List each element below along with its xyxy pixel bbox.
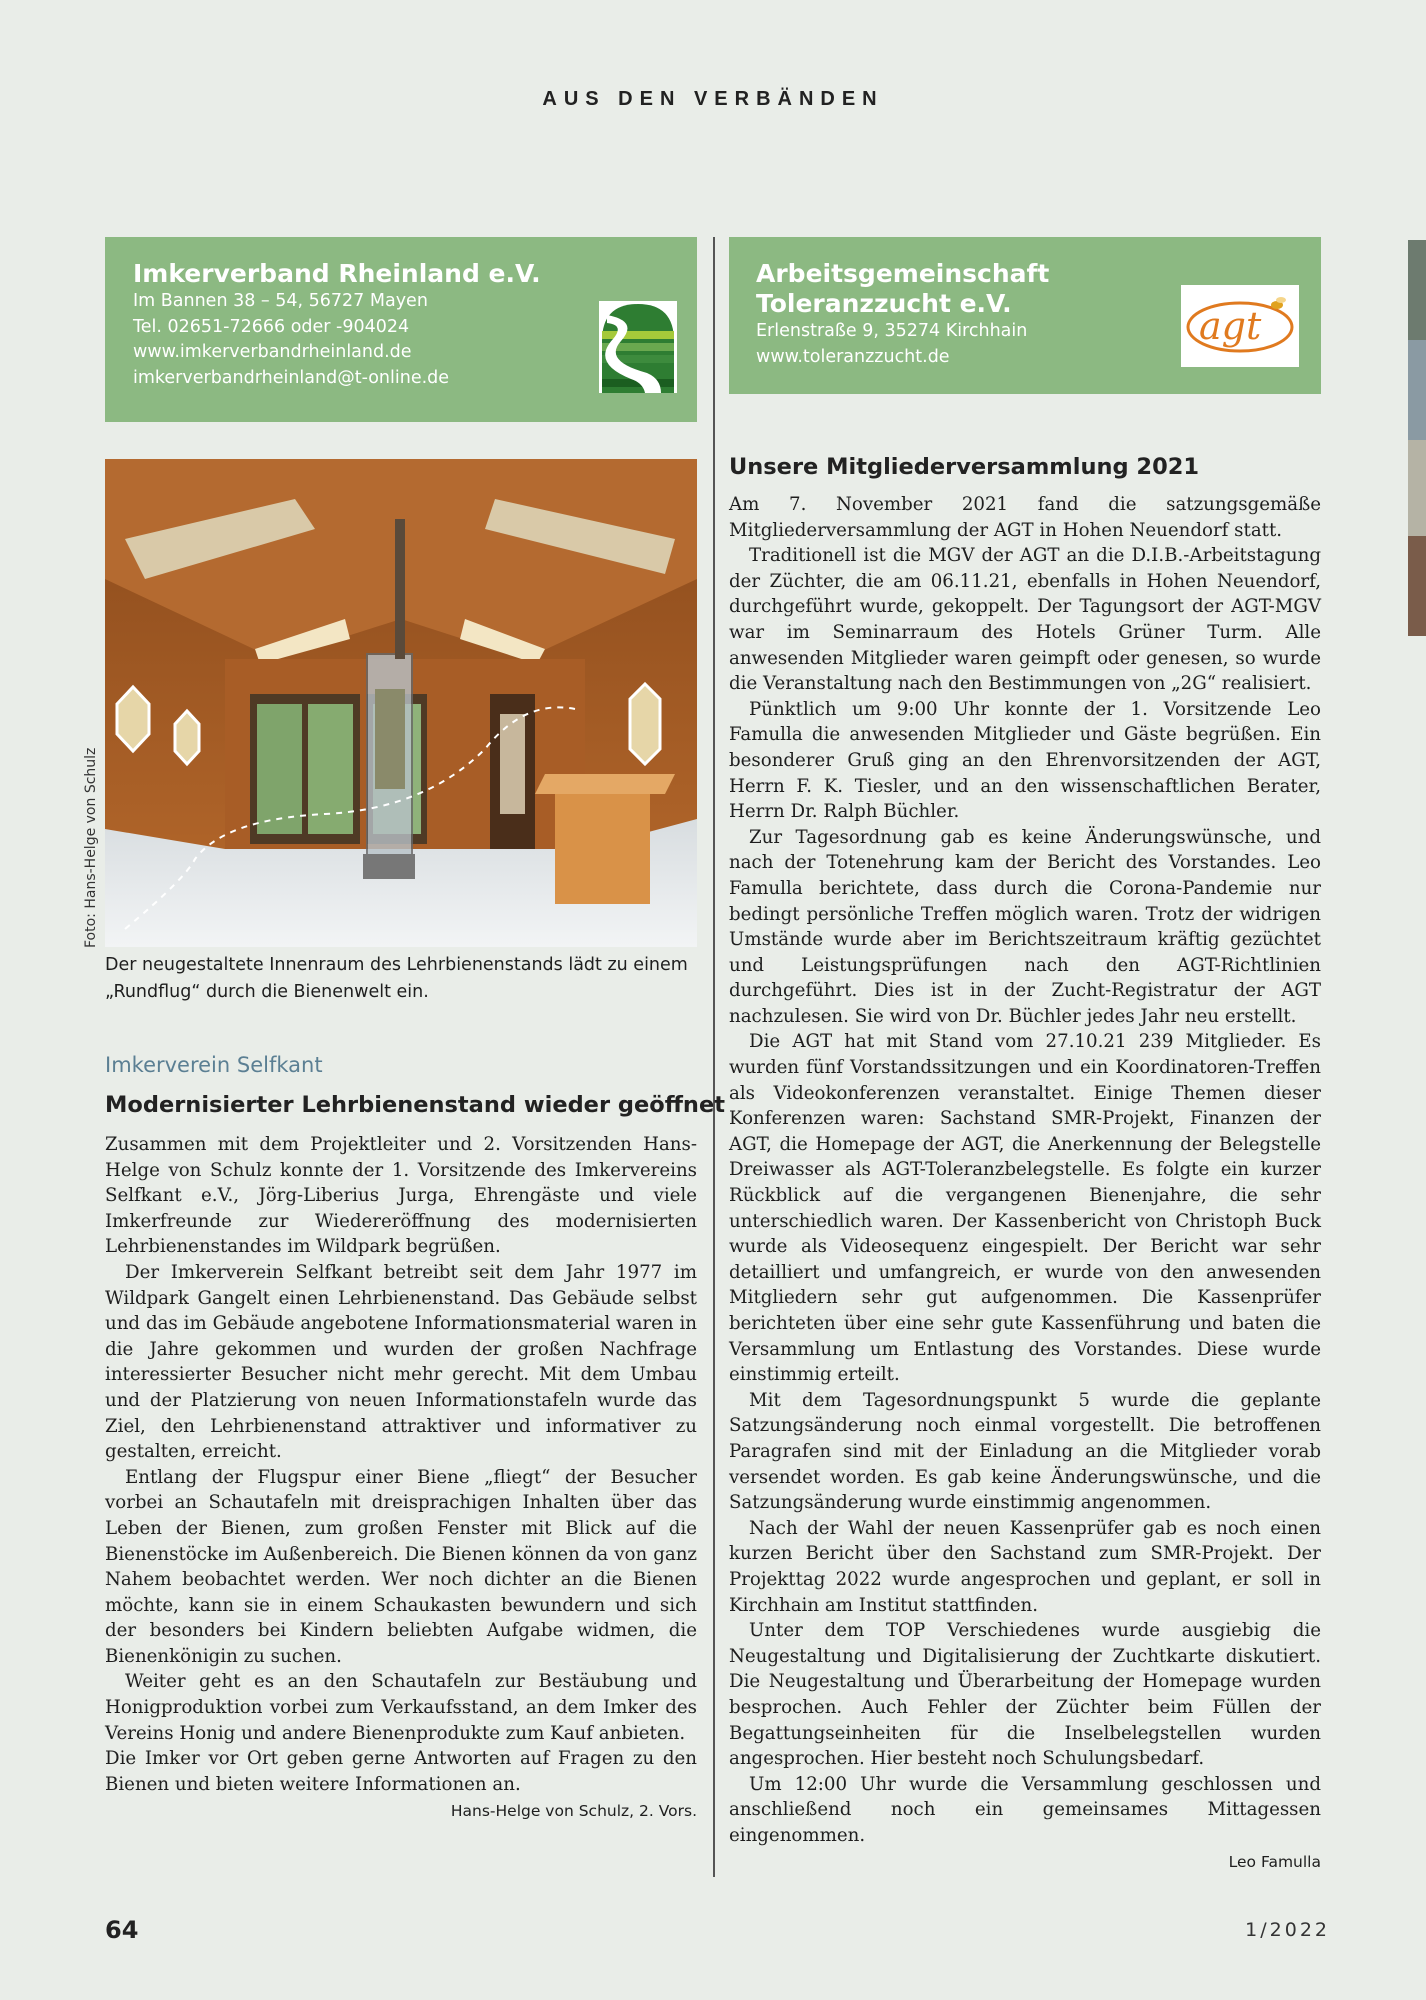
box-address: Im Bannen 38 – 54, 56727 Mayen — [133, 291, 428, 311]
article-headline-right: Unsere Mitgliederversammlung 2021 — [729, 454, 1200, 480]
page-number: 64 — [105, 1916, 139, 1944]
adjacent-page-edge — [1408, 240, 1426, 636]
lehrbienenstand-photo — [105, 459, 697, 947]
box-phone: Tel. 02651-72666 oder -904024 — [133, 316, 410, 337]
author-signature: Hans-Helge von Schulz, 2. Vors. — [450, 1802, 697, 1821]
article-kicker: Imkerverein Selfkant — [105, 1053, 323, 1077]
paragraph: Traditionell ist die MGV der AGT an die D.I.B.-Arbeitstagung der Züchter, die am 06.11.21, ebenfalls in Hohen Neuendorf, durchgeführt wurde, gekoppelt. Der Tagungsort der AGT-MGV war im Seminarraum des Hotels Grüner Turm. Alle anwesenden Mitglieder waren geimpft oder genesen, so wurde die Veranstaltung nach den Bestimmungen von „2G“ realisiert. — [729, 545, 1321, 695]
photo-caption: Der neugestaltete Innenraum des Lehrbienenstands lädt zu einem „Rundflug“ durch die Bienenwelt ein. — [105, 955, 688, 1002]
photo-credit: Foto: Hans-Helge von Schulz — [83, 747, 99, 948]
author-signature: Leo Famulla — [1228, 1853, 1321, 1872]
box-email-link[interactable]: imkerverbandrheinland@t-online.de — [133, 367, 450, 388]
paragraph: Weiter geht es an den Schautafeln zur Bestäubung und Honigproduktion vorbei zum Verkaufsstand, an dem Imker des Vereins Honig und andere Bienenprodukte zum Kauf anbieten. — [105, 1671, 697, 1744]
agt-logo-text: agt — [1199, 304, 1262, 348]
contact-box-toleranzzucht — [729, 237, 1321, 394]
paragraph: Mit dem Tagesordnungspunkt 5 wurde die geplante Satzungsänderung noch einmal vorgestellt. Die betroffenen Paragrafen sind mit der Einladung an die Mitglieder vorab versendet worden. Es gab keine Änderungswünsche, und die Satzungsänderung wurde einstimmig angenommen. — [729, 1389, 1321, 1514]
article-body-left — [105, 1132, 697, 1825]
paragraph: Nach der Wahl der neuen Kassenprüfer gab es noch einen kurzen Bericht über den Sachstand zum SMR-Projekt. Der Projekttag 2022 wurde angesprochen und geplant, er soll in Kirchhain am Institut stattfinden. — [729, 1517, 1321, 1616]
paragraph: Um 12:00 Uhr wurde die Versammlung geschlossen und anschließend noch ein gemeinsames Mittagessen eingenommen. — [729, 1773, 1321, 1846]
paragraph: Die AGT hat mit Stand vom 27.10.21 239 Mitglieder. Es wurden fünf Vorstandssitzungen und ein Koordinatoren-Treffen als Videokonferenzen veranstaltet. Einige Themen dieser Konferenzen waren: Sachstand SMR-Projekt, Finanzen der AGT, die Homepage der AGT, die Anerkennung der Belegstelle Dreiwasser als AGT-Toleranzbelegstelle. Es folgte ein kurzer Rückblick auf die vergangenen Bienenjahre, die sehr unterschiedlich waren. Der Kassenbericht von Christoph Buck wurde als Videosequenz eingespielt. Der Bericht war sehr detailliert und umfangreich, er wurde von den anwesenden Mitgliedern sehr gut aufgenommen. Die Kassenprüfer berichteten über eine sehr gute Kassenführung und baten die Versammlung um Entlastung des Vorstandes. Diese wurde einstimmig erteilt. — [729, 1031, 1321, 1386]
article-headline-left: Modernisierter Lehrbienenstand wieder geöffnet — [105, 1092, 725, 1118]
paragraph: Entlang der Flugspur einer Biene „fliegt“ der Besucher vorbei an Schautafeln mit dreisprachigen Inhalten über das Leben der Bienen, zum großen Fenster mit Blick auf die Bienenstöcke im Außenbereich. Die Bienen können da von ganz Nahem beobachtet werden. Wer noch dichter an die Bienen möchte, kann sie in einem Schaukasten bewundern und sich der besonders bei Kindern beliebten Aufgabe widmen, die Bienenkönigin zu suchen. — [105, 1466, 697, 1667]
agt-logo — [1181, 285, 1299, 367]
box-title-line2: Toleranzzucht e.V. — [756, 289, 1012, 318]
box-title: Imkerverband Rheinland e.V. — [133, 259, 541, 288]
contact-box-imkerverband-rheinland — [105, 237, 697, 422]
paragraph: Pünktlich um 9:00 Uhr konnte der 1. Vorsitzende Leo Famulla die anwesenden Mitglieder und Gäste begrüßen. Ein besonderer Gruß ging an den Ehrenvorsitzenden der AGT, Herrn F. K. Tiesler, und an den wissenschaftlichen Berater, Herrn Dr. Ralph Büchler. — [729, 698, 1321, 823]
box-website-link[interactable]: www.imkerverbandrheinland.de — [133, 342, 412, 362]
article-body-right — [729, 492, 1321, 1876]
paragraph: Am 7. November 2021 fand die satzungsgemäße Mitgliederversammlung der AGT in Hohen Neuendorf statt. — [729, 494, 1321, 541]
paragraph: Die Imker vor Ort geben gerne Antworten auf Fragen zu den Bienen und bieten weitere Informationen an. — [105, 1748, 697, 1795]
box-title-line1: Arbeitsgemeinschaft — [756, 259, 1050, 288]
paragraph: Unter dem TOP Verschiedenes wurde ausgiebig die Neugestaltung und Digitalisierung der Zuchtkarte diskutiert. Die Neugestaltung und Überarbeitung der Homepage wurden besprochen. Auch Fehler der Züchter beim Füllen der Begattungseinheiten für die Inselbelegstellen wurden angesprochen. Hier besteht noch Schulungsbedarf. — [729, 1620, 1321, 1770]
box-website-link[interactable]: www.toleranzzucht.de — [756, 346, 950, 367]
column-divider — [713, 237, 715, 1877]
box-address: Erlenstraße 9, 35274 Kirchhain — [756, 321, 1028, 341]
paragraph: Zusammen mit dem Projektleiter und 2. Vorsitzenden Hans-Helge von Schulz konnte der 1. Vorsitzende des Imkervereins Selfkant e.V., Jörg-Liberius Jurga, Ehrengäste und viele Imkerfreunde zur Wiedereröffnung des modernisierten Lehrbienenstandes im Wildpark begrüßen. — [105, 1134, 697, 1258]
paragraph: Der Imkerverein Selfkant betreibt seit dem Jahr 1977 im Wildpark Gangelt einen Lehrbienenstand. Das Gebäude selbst und das im Gebäude angebotene Informationsmaterial waren in die Jahre gekommen und wurden der großen Nachfrage interessierter Besucher nicht mehr gerecht. Mit dem Umbau und der Platzierung von neuen Informationstafeln wurde das Ziel, den Lehrbienenstand attraktiver und informativer zu gestalten, erreicht. — [105, 1261, 697, 1463]
imkerverband-logo — [599, 301, 677, 393]
issue-number: 1/2022 — [1245, 1919, 1330, 1941]
section-header: AUS DEN VERBÄNDEN — [542, 88, 884, 110]
paragraph: Zur Tagesordnung gab es keine Änderungswünsche, und nach der Totenehrung kam der Bericht des Vorstandes. Leo Famulla berichtete, dass durch die Corona-Pandemie nur bedingt persönliche Treffen möglich waren. Trotz der widrigen Umstände wurde aber im Berichtszeitraum kräftig gezüchtet und Leistungsprüfungen nach den AGT-Richtlinien durchgeführt. Dies ist in der Zucht-Registratur der AGT nachzulesen. Sie wird von Dr. Büchler jedes Jahr neu erstellt. — [729, 826, 1321, 1027]
